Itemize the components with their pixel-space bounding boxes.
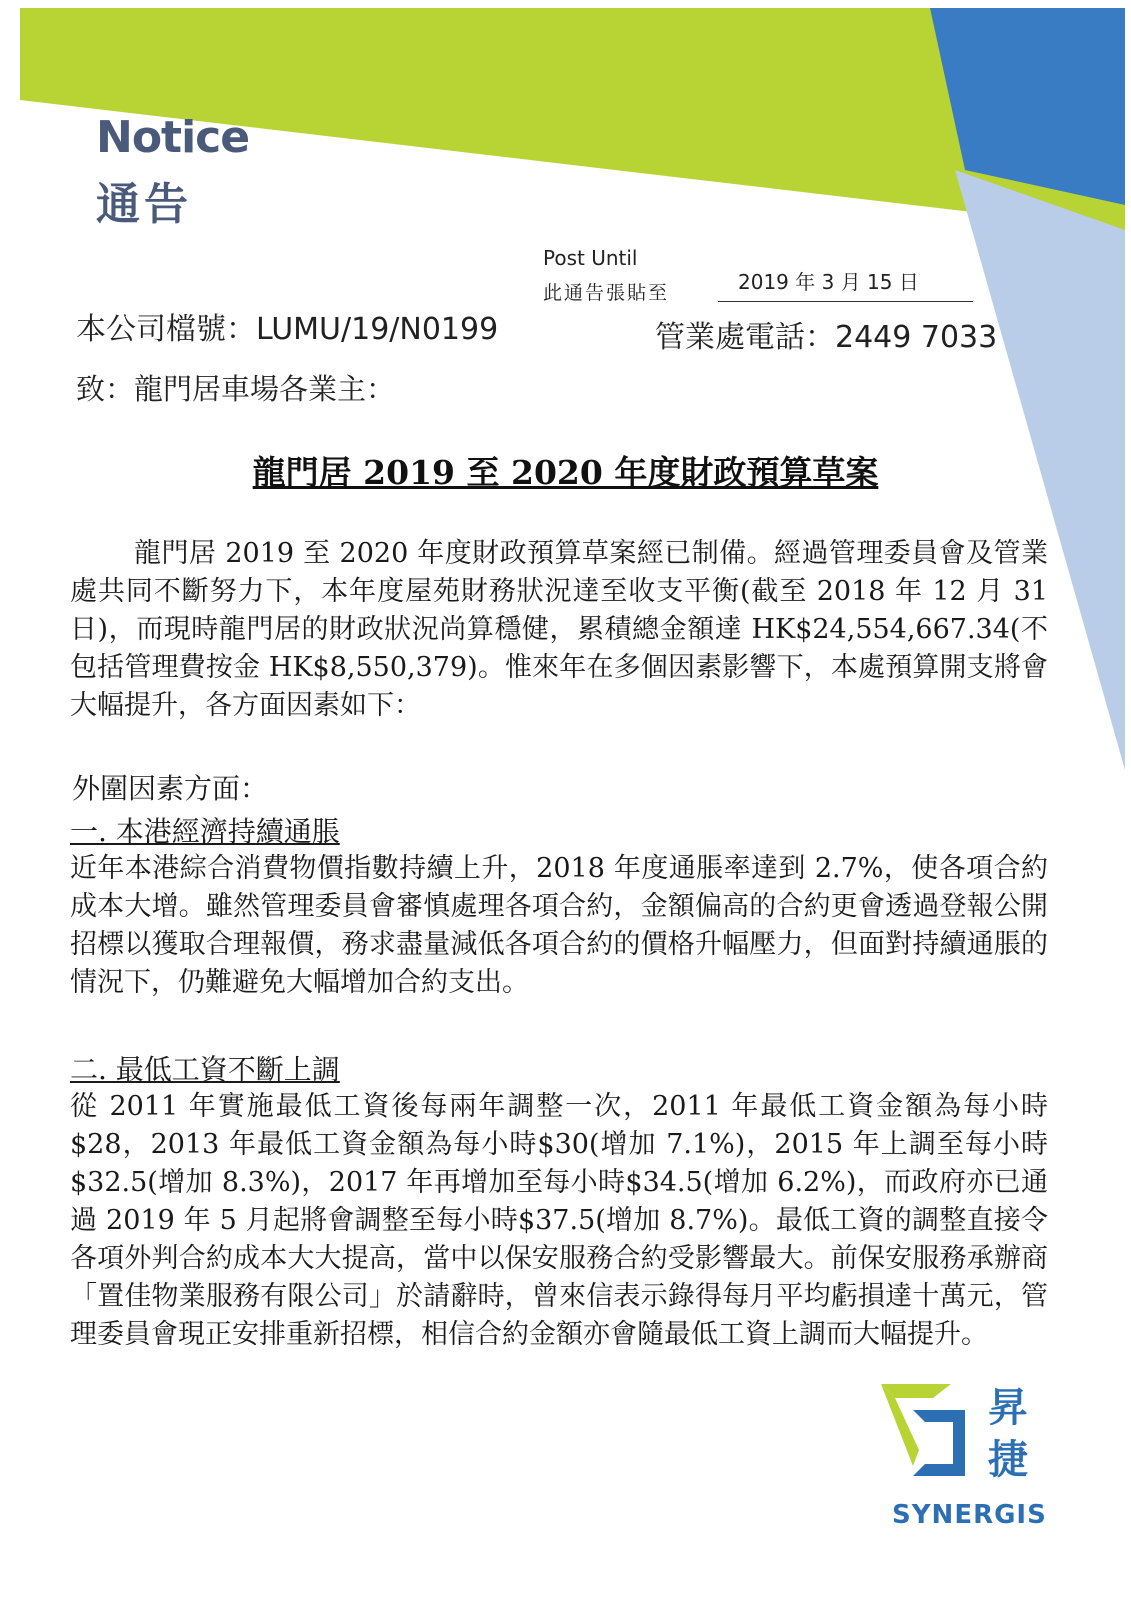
external-factors-heading: 外圍因素方面：	[72, 772, 269, 805]
document-title: 龍門居 2019 至 2020 年度財政預算草案	[252, 453, 879, 492]
notice-title-zh: 通告	[96, 179, 192, 230]
section-2-heading: 二. 最低工資不斷上調	[70, 1053, 340, 1086]
post-until-label-zh: 此通告張貼至	[543, 282, 670, 304]
logo-chinese-text	[983, 1382, 1033, 1486]
intro-paragraph: 龍門居 2019 至 2020 年度財政預算草案經已制備。經過管理委員會及管業處共同不斷努力下，本年度屋苑財務狀況達至收支平衡(截至 2018 年 12 月 31 日)，而現時龍門居的財政狀況尚算穩健，累積總金額達 HK$24,554,667.34(不包括管理費按金 HK$8,550,379)。惟來年在多個因素影響下，本處預算開支將會大幅提升，各方面因素如下：	[70, 538, 1048, 721]
reference-number: 本公司檔號：LUMU/19/N0199	[76, 312, 499, 347]
notice-title-en: Notice	[96, 112, 250, 163]
logo-char-bottom: 捷	[988, 1437, 1028, 1483]
addressee: 致：龍門居車場各業主：	[76, 372, 396, 406]
section-1-heading: 一. 本港經濟持續通脹	[70, 815, 340, 848]
office-phone: 管業處電話：2449 7033	[655, 320, 998, 355]
logo-char-top: 昇	[988, 1385, 1028, 1431]
date-underline	[718, 301, 973, 302]
post-until-label-en: Post Until	[543, 246, 638, 270]
section-2-paragraph: 從 2011 年實施最低工資後每兩年調整一次，2011 年最低工資金額為每小時$28，2013 年最低工資金額為每小時$30(增加 7.1%)，2015 年上調至每小時$32.5(增加 8.3%)，2017 年再增加至每小時$34.5(增加 6.2%)，而政府亦已通過 2019 年 5 月起將會調整至每小時$37.5(增加 8.7%)。最低工資的調整直接令各項外判合約成本大大提高，當中以保安服務合約受影響最大。前保安服務承辦商「置佳物業服務有限公司」於請辭時，曾來信表示錄得每月平均虧損達十萬元，管理委員會現正安排重新招標，相信合約金額亦會隨最低工資上調而大幅提升。	[70, 1091, 1048, 1350]
post-until-date: 2019 年 3 月 15 日	[738, 270, 919, 294]
section-1-paragraph: 近年本港綜合消費物價指數持續上升，2018 年度通脹率達到 2.7%，使各項合約成本大增。雖然管理委員會審慎處理各項合約，金額偏高的合約更會透過登報公開招標以獲取合理報價，務求盡量減低各項合約的價格升幅壓力，但面對持續通脹的情況下，仍難避免大幅增加合約支出。	[70, 853, 1048, 998]
logo-english-text: SYNERGIS	[892, 1500, 1047, 1530]
